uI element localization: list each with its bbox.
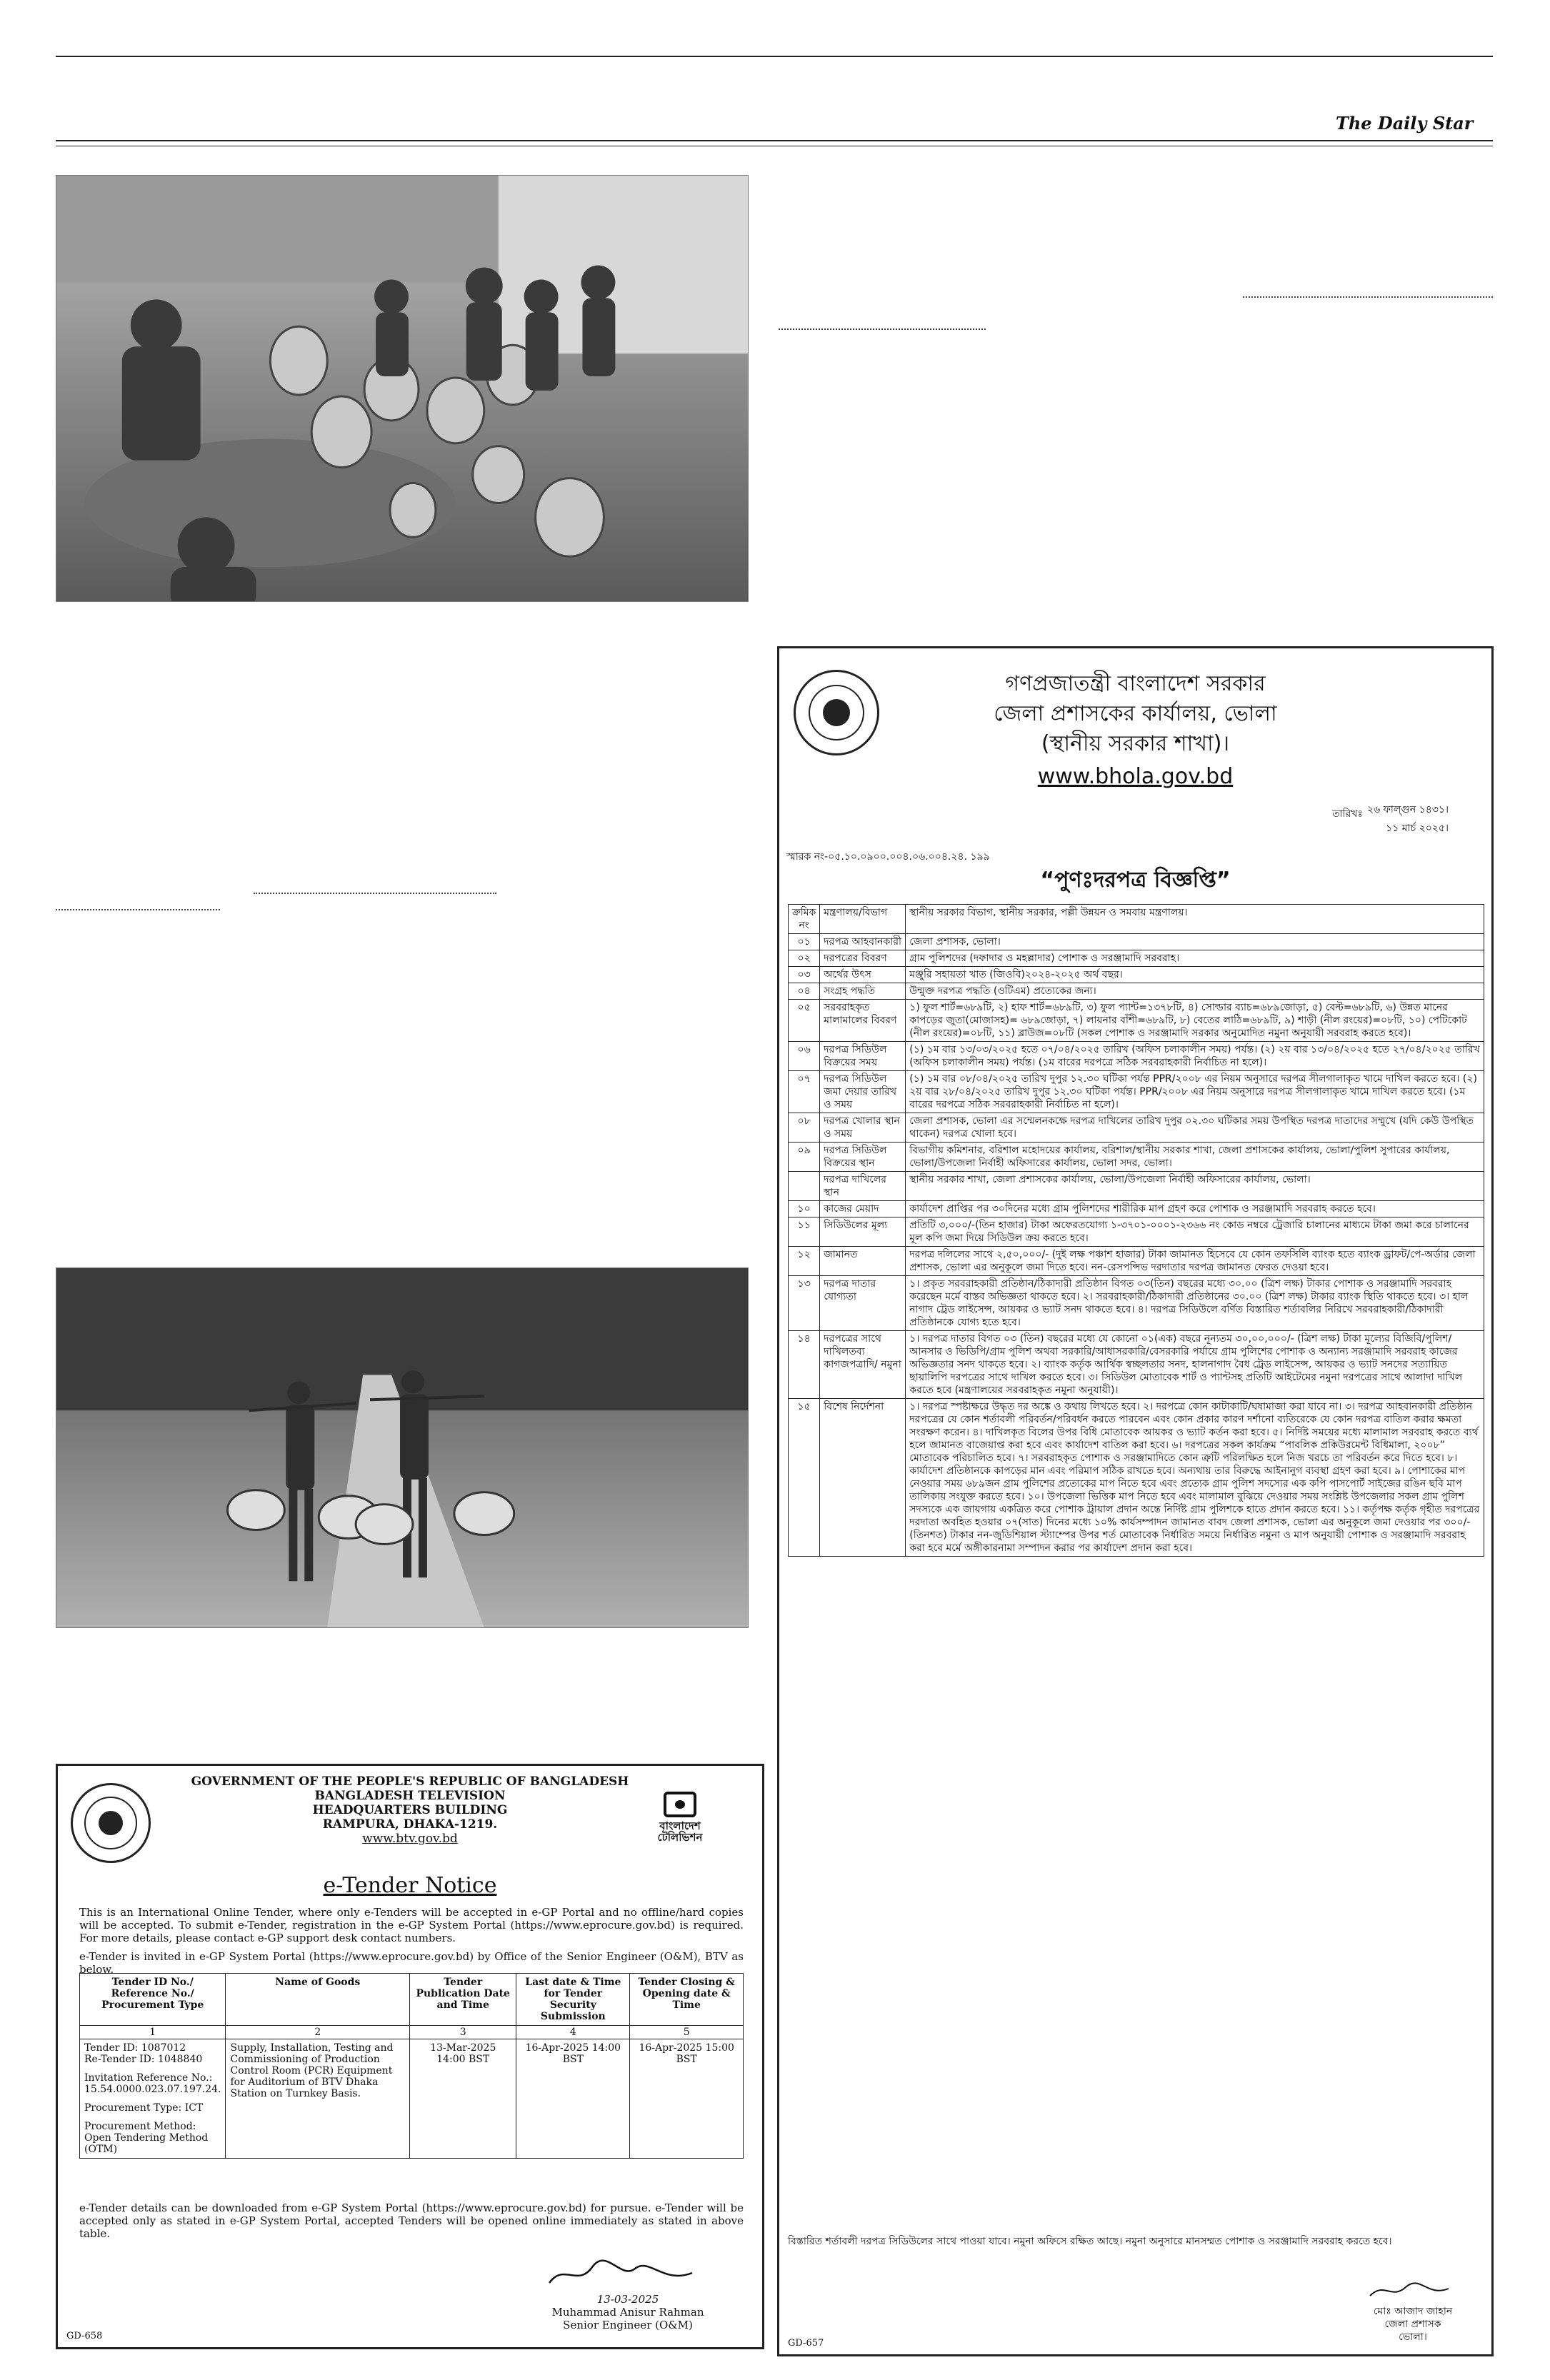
serial-cell: ০১ <box>789 934 820 950</box>
notice-title: “পুণঃদরপত্র বিজ্ঞপ্তি” <box>1040 868 1231 893</box>
serial-cell: ০২ <box>789 950 820 967</box>
label-cell: দরপত্র সিডিউল জমা দেয়ার তারিখ ও সময় <box>820 1071 906 1113</box>
value-cell: স্থানীয় সরকার বিভাগ, স্থানীয় সরকার, পল্লী উন্নয়ন ও সমবায় মন্ত্রণালয়। <box>906 905 1484 934</box>
value-cell: (১) ১ম বার ১৩/০৩/২০২৫ হতে ০৭/০৪/২০২৫ তারিখ (অফিস চলাকালীন সময়) পর্যন্ত। (২) ২য় বার ১৩/০৪/২০২৫ হতে ২৭/০৪/২০২৫ তারিখ (অফিস চলাকালীন সময়) পর্যন্ত। (১ম বারের দরপত্রে সঠিক সরবরাহকারী নির্বাচিত না হলে)। <box>906 1042 1484 1071</box>
article-dots-3 <box>254 893 496 894</box>
label-cell: বিশেষ নির্দেশনা <box>820 1399 906 1557</box>
bhola-tender-table <box>788 904 1484 1557</box>
value-cell: প্রতিটি ৩,০০০/-(তিন হাজার) টাকা অফেরতযোগ্য ১-৩৭০১-০০০১-২৩৬৬ নং কোড নম্বরে ট্রেজারি চালানের মাধ্যমে টাকা জমা করে চালানের মূল কপি জমা দিয়ে সিডিউল ক্রয় করতে হবে। <box>906 1217 1484 1247</box>
article-dots-4 <box>56 909 220 910</box>
value-cell: গ্রাম পুলিশদের (দফাদার ও মহল্লাদার) পোশাক ও সরঞ্জামাদি সরবরাহ। <box>906 950 1484 967</box>
signer-place: ভোলা। <box>1399 2331 1427 2343</box>
col-number: 5 <box>630 2026 744 2039</box>
label-cell: দরপত্র দাখিলের স্থান <box>820 1172 906 1201</box>
signature-date: 13-03-2025 <box>596 2293 659 2306</box>
label-cell: দরপত্র সিডিউল বিক্রয়ের সময় <box>820 1042 906 1071</box>
label-cell: কাজের মেয়াদ <box>820 1201 906 1217</box>
label-cell: দরপত্র আহবানকারী <box>820 934 906 950</box>
btv-website[interactable]: www.btv.gov.bd <box>362 1832 458 1846</box>
invitation-ref: Invitation Reference No.: 15.54.0000.023.07.197.24. <box>84 2072 221 2095</box>
value-cell: বিভাগীয় কমিশনার, বরিশাল মহোদয়ের কার্যালয়, বরিশাল/স্থানীয় সরকার শাখা, জেলা প্রশাসকের কার্যালয়, ভোলা/পুলিশ সুপারের কার্যালয়, ভোলা/উপজেলা নির্বাহী অফিসারের কার্যালয়, ভোলা সদর, ভোলা। <box>906 1143 1484 1172</box>
col-number: 1 <box>80 2026 226 2039</box>
table-row <box>789 1399 1484 1557</box>
signer-title: Senior Engineer (O&M) <box>563 2319 693 2331</box>
serial-cell: ১০ <box>789 1201 820 1217</box>
table-row <box>789 1247 1484 1276</box>
serial-cell: ১২ <box>789 1247 820 1276</box>
table-row <box>789 1071 1484 1113</box>
security-cell: 16-Apr-2025 14:00 BST <box>516 2039 630 2159</box>
signer-name: Muhammad Anisur Rahman <box>551 2306 704 2319</box>
value-cell: ১। দরপত্র দাতার বিগত ০৩ (তিন) বছরের মধ্যে যে কোনো ০১(এক) বছরে নূন্যতম ৩০,০০,০০০/- (ত্রিশ লক্ষ) টাকা মূল্যের বিজিবি/পুলিশ/আনসার ও ভিডিপি/গ্রাম পুলিশ অথবা সরকারি/আধাসরকারি/বেসরকারি পর্যায়ে গ্রাম পুলিশের পোশাক ও অন্যান্য সরঞ্জামাদি সরবরাহ কাজের অভিজ্ঞতার সনদ থাকতে হবে। ২। ব্যাংক কর্তৃক আর্থিক স্বচ্ছলতার সনদ, হালনাগাদ বৈধ ট্রেড লাইসেন্স, আয়কর ও ভ্যাট সনদের সত্যায়িত ছায়ালিপি দরপত্রের সাথে দাখিল করতে হবে। ৩। সিডিউল মোতাবেক শার্ট ও প্যান্টসহ প্রতিটি আইটেমের নমুনা দরপত্রের সাথে আলাদা দাখিল করতে হবে (মন্ত্রণালয়ের সরবরাহকৃত নমুনা অনুযায়ী)। <box>906 1331 1484 1399</box>
signer-title: জেলা প্রশাসক <box>1384 2319 1441 2330</box>
serial-cell: ০৯ <box>789 1143 820 1172</box>
publication-cell: 13-Mar-2025 14:00 BST <box>410 2039 516 2159</box>
masthead: The Daily Star <box>1336 113 1474 134</box>
top-rule <box>56 56 1493 57</box>
table-row <box>789 1276 1484 1331</box>
col-number: 4 <box>516 2026 630 2039</box>
col-header: Name of Goods <box>226 1974 410 2026</box>
table-row <box>789 1201 1484 1217</box>
serial-cell: ০৮ <box>789 1113 820 1143</box>
table-row <box>789 1172 1484 1201</box>
bhola-footer: বিস্তারিত শর্তাবলী দরপত্র সিডিউলের সাথে পাওয়া যাবে। নমুনা অফিসে রক্ষিত আছে। নমুনা অনুসারে মানসম্মত পোশাক ও সরঞ্জামাদি সরবরাহ করতে হবে। <box>788 2236 1392 2247</box>
serial-cell: ১৪ <box>789 1331 820 1399</box>
bhola-signature-block <box>1356 2280 1470 2344</box>
table-row <box>789 1143 1484 1172</box>
date-label: তারিখঃ <box>1332 808 1363 820</box>
btv-logo <box>641 1792 719 1843</box>
value-cell: মঞ্জুরি সহায়তা খাত (জিওবি)২০২৪-২০২৫ অর্থ বছর। <box>906 967 1484 983</box>
label-cell: দরপত্র খোলার স্থান ও সময় <box>820 1113 906 1143</box>
col-number: 3 <box>410 2026 516 2039</box>
btv-header-line: HEADQUARTERS BUILDING <box>312 1803 508 1817</box>
tv-icon <box>664 1792 696 1817</box>
serial-cell: ০৬ <box>789 1042 820 1071</box>
bhola-header-line: জেলা প্রশাসকের কার্যালয়, ভোলা <box>994 701 1277 726</box>
value-cell: ১। দরপত্র স্পষ্টাক্ষরে উদ্ধৃত দর অঙ্কে ও কথায় লিখতে হবে। ২। দরপত্রে কোন কাটাকাটি/ঘষামাজা করা যাবে না। ৩। দরপত্র আহবানকারী প্রতিষ্ঠান দরপত্রের যে কোন শর্তাবলী পরিবর্তন/পরিবর্ধন করতে পারবেন এবং কোন প্রকার কারণ দর্শানো ব্যতিরেকে যে কোন দরপত্র বাতিল করার ক্ষমতা সংরক্ষণ করেন। ৪। দাখিলকৃত বিলের উপর বিধি মোতাবেক আয়কর ও ভ্যাট কর্তন করা হবে। ৫। নির্দিষ্ট সময়ের মধ্যে মালামাল সরবরাহ করতে ব্যর্থ হলে জামানত বাজেয়াপ্ত করা হবে এবং কার্যাদেশ বাতিল করা হবে। ৬। দরপত্রের সকল কার্যক্রম “পাবলিক প্রকিউরমেন্ট বিধিমালা, ২০০৮” মোতাবেক পরিচালিত হবে। ৭। সরবরাহকৃত পোশাক ও সরঞ্জামাদিতে কোন ত্রুটি পরিলক্ষিত হলে নিজ খরচে তা পরিবর্তন করে দিতে হবে। ৮। কার্যাদেশ প্রতিষ্ঠানকে কাপড়ের মান এবং পরিমাপ সঠিক রাখতে হবে। অন্যথায় তার বিরুদ্ধে আইনানুগ ব্যবস্থা গ্রহণ করা হবে। ৯। পোশাকের মাপ নেওয়ার সময় ৬৮৯জন গ্রাম পুলিশের প্রত্যেকের মাপ নিতে হবে এবং প্রত্যেক গ্রাম পুলিশ সদস্যের এক কপি পাসপোর্ট সাইজের রঙিন ছবি মাপ তালিকায় সংযুক্ত করতে হবে। ১০। উপজেলা ভিত্তিক মাপ নিতে হবে এবং মালামাল বুঝিয়ে দেওয়ার সময় সংশ্লিষ্ট উপজেলার সকল গ্রাম পুলিশ সদস্যকে এক জায়গায় একত্রিত করে পোশাক ট্রায়াল প্রদান অন্তে নির্দিষ্ট গ্রাম পুলিশকে হাতে প্রদান করতে হবে। ১১। কর্তৃপক্ষ কর্তৃক গৃহীত দরপত্রের দরদাতা অবহিত হওয়ার ০৭(সাত) দিনের মধ্যে ১০% কার্যসম্পাদন জামানত বাবদ জেলা প্রশাসক, ভোলা এর অনুকূলে জমা দেওয়ার পর ৩০০/- (তিনশত) টাকার নন-জুডিশিয়াল স্ট্যাম্পের উপর শর্ত মোতাবেক নির্ধারিত সময়ে নির্ধারিত নমুনা ও মাপ অনুযায়ী পোশাক ও সরঞ্জামাদি সরবরাহ করা হবে মর্মে অঙ্গীকারনামা সম্পাদন করার পর কার্যাদেশ প্রদান করা হবে। <box>906 1399 1484 1557</box>
bhola-header-line: গণপ্রজাতন্ত্রী বাংলাদেশ সরকার <box>1005 671 1266 696</box>
value-cell: উন্মুক্ত দরপত্র পদ্ধতি (ওটিএম) প্রত্যেকের জন্য। <box>906 983 1484 1000</box>
header-rule-1 <box>56 140 1493 141</box>
value-cell: ১) ফুল শার্ট=৬৮৯টি, ২) হাফ শার্ট=৬৮৯টি, ৩) ফুল প্যান্ট=১৩৭৮টি, ৪) সোল্ডার ব্যাচ=৬৮৯জোড়া, ৫) বেল্ট=৬৮৯টি, ৬) উন্নত মানের কাপড়ের জুতা(মোজাসহ)= ৬৮৯জোড়া, ৭) লায়নার বাঁশী=৬৮৯টি, ৮) বেতের লাঠি=৬৮৯টি, ৯) শাড়ী (নীল রংয়ের)=০৮টি, ১০) পেটিকোট (নীল রংয়ের)=০৮টি, ১১) ব্লাউজ=০৮টি (সকল পোশাক ও সরঞ্জামাদি সরকার অনুমোদিত নমুনা অনুযায়ী সরবরাহ করতে হবে)। <box>906 1000 1484 1042</box>
table-row <box>789 1331 1484 1399</box>
table-row <box>80 2039 744 2159</box>
etender-invitation: e-Tender is invited in e-GP System Portal (https://www.eprocure.gov.bd) by Office of the Senior Engineer (O&M), BTV as below. <box>79 1950 744 1976</box>
col-header: Tender Closing & Opening date & Time <box>630 1974 744 2026</box>
bhola-website[interactable]: www.bhola.gov.bd <box>1037 764 1234 789</box>
label-cell: দরপত্র সিডিউল বিক্রয়ের স্থান <box>820 1143 906 1172</box>
signature-scribble-icon <box>1356 2280 1470 2301</box>
serial-cell: ০৭ <box>789 1071 820 1113</box>
date-bangla: ২৬ ফাল্গুন ১৪৩১। <box>1367 804 1449 815</box>
value-cell: স্থানীয় সরকার শাখা, জেলা প্রশাসকের কার্যালয়, ভোলা/উপজেলা নির্বাহী অফিসারের কার্যালয়, ভোলা। <box>906 1172 1484 1201</box>
serial-cell: ১৫ <box>789 1399 820 1557</box>
serial-cell: ১৩ <box>789 1276 820 1331</box>
etender-intro: This is an International Online Tender, where only e-Tenders will be accepted in e-GP Portal and no offline/hard copies will be accepted. To submit e-Tender, registration in the e-GP System Portal (https://www.eprocure.gov.bd) is required. For more details, please contact e-GP support desk contact numbers. <box>79 1906 744 1944</box>
signer-name: মোঃ আজাদ জাহান <box>1373 2306 1453 2317</box>
label-cell: দরপত্র দাতার যোগ্যতা <box>820 1276 906 1331</box>
value-cell: জেলা প্রশাসক, ভোলা এর সম্মেলনকক্ষে দরপত্র দাখিলের তারিখ দুপুর ০২.৩০ ঘটিকার সময় উপস্থিত দরপত্র দাতাদের সম্মুখে (যদি কেউ উপস্থিত থাকেন) দরপত্র খোলা হবে। <box>906 1113 1484 1143</box>
bhola-header-line: (স্থানীয় সরকার শাখা)। <box>1041 731 1230 756</box>
serial-cell: ০৩ <box>789 967 820 983</box>
col-number: 2 <box>226 2026 410 2039</box>
table-row <box>789 1113 1484 1143</box>
serial-cell: ১১ <box>789 1217 820 1247</box>
label-cell: সংগ্রহ পদ্ধতি <box>820 983 906 1000</box>
col-header: Last date & Time for Tender Security Submission <box>516 1974 630 2026</box>
table-row <box>789 934 1484 950</box>
label-cell: অর্থের উৎস <box>820 967 906 983</box>
table-row <box>789 967 1484 983</box>
retender-id: Re-Tender ID: 1048840 <box>84 2054 203 2065</box>
memo-number: স্মারক নং-০৫.১০.০৯০০.০০৪.০৬.০০৪.২৪. ১৯৯ <box>786 851 990 863</box>
serial-cell: ক্রমিক নং <box>789 905 820 934</box>
serial-cell: ০৪ <box>789 983 820 1000</box>
label-cell: সিডিউলের মূল্য <box>820 1217 906 1247</box>
value-cell: জেলা প্রশাসক, ভোলা। <box>906 934 1484 950</box>
gd-number: GD-657 <box>788 2338 824 2349</box>
table-row <box>789 1217 1484 1247</box>
label-cell: মন্ত্রণালয়/বিভাগ <box>820 905 906 934</box>
etender-details: e-Tender details can be downloaded from e-GP System Portal (https://www.eprocure.gov.bd) for pursue. e-Tender will be accepted only as stated in e-GP System Portal, accepted Tenders will be opened online immediately as stated in above table. <box>79 2201 744 2240</box>
btv-header-line: GOVERNMENT OF THE PEOPLE'S REPUBLIC OF BANGLADESH <box>191 1774 629 1789</box>
btv-header-line: RAMPURA, DHAKA-1219. <box>322 1817 498 1832</box>
col-header: Tender Publication Date and Time <box>410 1974 516 2026</box>
etender-title: e-Tender Notice <box>323 1873 497 1898</box>
bhola-retender-notice <box>777 646 1494 2356</box>
procurement-type: Procurement Type: ICT <box>84 2102 204 2114</box>
serial-cell: ০৫ <box>789 1000 820 1042</box>
table-row <box>789 1000 1484 1042</box>
value-cell: দরপত্র দলিলের সাথে ২,৫০,০০০/- (দুই লক্ষ পঞ্চাশ হাজার) টাকা জামানত হিসেবে যে কোন তফসিলি ব্যাংক হতে ব্যাংক ড্রাফট/পে-অর্ডার জেলা প্রশাসক, ভোলা এর অনুকূলে জমা দিতে হবে। নন-রেসপন্সিভ দরদাতার দরপত্র জামানত ফেরত দেওয়া হবে। <box>906 1247 1484 1276</box>
value-cell: কার্যাদেশ প্রাপ্তির পর ৩০দিনের মধ্যে গ্রাম পুলিশদের শারীরিক মাপ গ্রহণ করে পোশাক ও সরঞ্জামাদি সরবরাহ করতে হবে। <box>906 1201 1484 1217</box>
btv-logo-text: বাংলাদেশ টেলিভিশন <box>657 1819 703 1844</box>
col-header: Tender ID No./ Reference No./ Procurement Type <box>80 1974 226 2026</box>
label-cell: জামানত <box>820 1247 906 1276</box>
value-cell: ১। প্রকৃত সরবরাহকারী প্রতিষ্ঠান/ঠিকাদারী প্রতিষ্ঠান বিগত ০৩(তিন) বছরের মধ্যে ৩০.০০ (ত্রিশ লক্ষ) টাকার পোশাক ও সরঞ্জামাদি সরবরাহ করেছেন মর্মে বাস্তব অভিজ্ঞতা থাকতে হবে। ২। সরবরাহকারী/ঠিকাদারী প্রতিষ্ঠানের ৩০.০০ (ত্রিশ লক্ষ) টাকার ব্যাংক স্থিতি থাকতে হবে। ৩। হাল নাগাদ ট্রেড লাইসেন্স, আয়কর ও ভ্যাট সনদ থাকতে হবে। ৪। দরপত্র সিডিউলে বর্ণিত বিস্তারিত শর্তাবলির নিরিখে সরবরাহকারী/ঠিকাদারী প্রতিষ্ঠানকে যোগ্য হতে হবে। <box>906 1276 1484 1331</box>
btv-header-line: BANGLADESH TELEVISION <box>314 1789 506 1803</box>
serial-cell <box>789 1172 820 1201</box>
goods-cell: Supply, Installation, Testing and Commissioning of Production Control Room (PCR) Equipment for Auditorium of BTV Dhaka Station on Turnkey Basis. <box>226 2039 410 2159</box>
btv-signature-block <box>521 2259 735 2331</box>
article-dots-2 <box>779 328 986 330</box>
news-photo-water-carriers <box>56 1267 749 1628</box>
signature-scribble-icon <box>521 2259 735 2290</box>
news-photo-water-queue <box>56 175 749 602</box>
etender-table <box>79 1973 744 2159</box>
closing-cell: 16-Apr-2025 15:00 BST <box>630 2039 744 2159</box>
btv-etender-notice <box>56 1764 764 2349</box>
label-cell: সরবরাহকৃত মালামালের বিবরণ <box>820 1000 906 1042</box>
table-row <box>789 950 1484 967</box>
label-cell: দরপত্রের বিবরণ <box>820 950 906 967</box>
table-row <box>789 1042 1484 1071</box>
value-cell: (১) ১ম বার ০৮/০৪/২০২৫ তারিখ দুপুর ১২.৩০ ঘটিকা পর্যন্ত PPR/২০০৮ এর নিয়ম অনুসারে দরপত্র সীলগালাকৃত খামে দাখিল করতে হবে। (২) ২য় বার ২৮/০৪/২০২৫ তারিখ দুপুর ১২.৩০ ঘটিকা পর্যন্ত। PPR/২০০৮ এর নিয়ম অনুসারে দরপত্র সীলগালাকৃত খামে দাখিল করতে হবে। (১ম বারের দরপত্রে সঠিক সরবরাহকারী নির্বাচিত না হলে)। <box>906 1071 1484 1113</box>
tender-id-cell <box>80 2039 226 2159</box>
table-row <box>789 983 1484 1000</box>
article-dots-1 <box>1243 296 1493 298</box>
label-cell: দরপত্রের সাথে দাখিলতব্য কাগজপত্রাদি/ নমুনা <box>820 1331 906 1399</box>
gd-number: GD-658 <box>66 2331 103 2341</box>
procurement-method: Procurement Method: Open Tendering Method (OTM) <box>84 2121 209 2155</box>
table-row <box>789 905 1484 934</box>
tender-id: Tender ID: 1087012 <box>84 2042 186 2054</box>
date-english: ১১ মার্চ ২০২৫। <box>1386 823 1449 834</box>
